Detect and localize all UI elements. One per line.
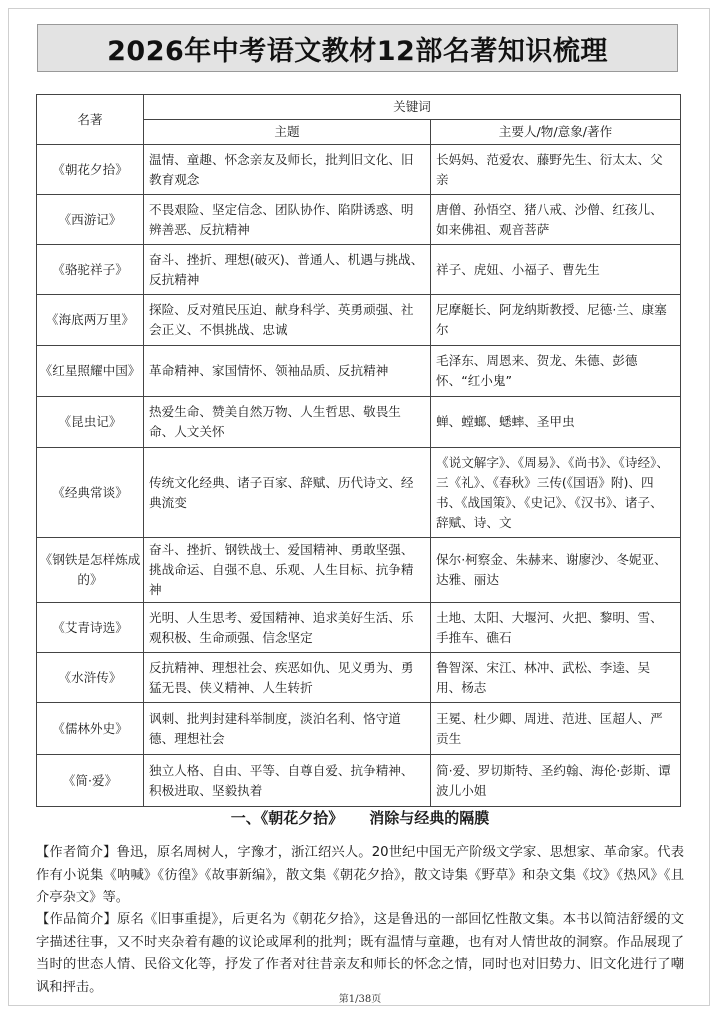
work-theme: 革命精神、家国情怀、领袖品质、反抗精神 — [144, 346, 431, 397]
author-intro-paragraph — [36, 842, 684, 910]
work-people: 尼摩艇长、阿龙纳斯教授、尼德·兰、康塞尔 — [431, 295, 681, 346]
work-name: 《昆虫记》 — [37, 397, 144, 448]
work-people: 长妈妈、范爱农、藤野先生、衍太太、父亲 — [431, 145, 681, 195]
work-people: 王冕、杜少卿、周进、范进、匡超人、严贡生 — [431, 703, 681, 755]
work-people: 唐僧、孙悟空、猪八戒、沙僧、红孩儿、如来佛祖、观音菩萨 — [431, 195, 681, 245]
work-name: 《朝花夕拾》 — [37, 145, 144, 195]
works-table — [36, 94, 681, 807]
work-theme: 讽刺、批判封建科举制度，淡泊名利、恪守道德、理想社会 — [144, 703, 431, 755]
work-people: 保尔·柯察金、朱赫来、谢廖沙、冬妮亚、达雅、丽达 — [431, 538, 681, 603]
work-intro-paragraph — [36, 909, 684, 999]
work-name: 《骆驼祥子》 — [37, 245, 144, 295]
work-people: 蝉、螳螂、蟋蟀、圣甲虫 — [431, 397, 681, 448]
work-theme: 奋斗、挫折、理想(破灭)、普通人、机遇与挑战、反抗精神 — [144, 245, 431, 295]
work-theme: 奋斗、挫折、钢铁战士、爱国精神、勇敢坚强、挑战命运、自强不息、乐观、人生目标、抗争精神 — [144, 538, 431, 603]
work-theme: 温情、童趣、怀念亲友及师长，批判旧文化、旧教育观念 — [144, 145, 431, 195]
work-name: 《经典常谈》 — [37, 448, 144, 538]
work-people: 鲁智深、宋江、林冲、武松、李逵、吴用、杨志 — [431, 653, 681, 703]
work-people: 简·爱、罗切斯特、圣约翰、海伦·彭斯、谭波儿小姐 — [431, 755, 681, 807]
header-people: 主要人/物/意象/著作 — [431, 120, 681, 145]
header-theme: 主题 — [144, 120, 431, 145]
work-theme: 传统文化经典、诸子百家、辞赋、历代诗文、经典流变 — [144, 448, 431, 538]
header-name: 名著 — [37, 95, 144, 145]
page-title: 2026年中考语文教材12部名著知识梳理 — [107, 35, 608, 67]
section-title: 一、《朝花夕拾》 — [230, 809, 344, 827]
header-keywords: 关键词 — [144, 95, 681, 120]
work-theme: 探险、反对殖民压迫、献身科学、英勇顽强、社会正义、不惧挑战、忠诚 — [144, 295, 431, 346]
work-name: 《水浒传》 — [37, 653, 144, 703]
section-subtitle: 消除与经典的隔膜 — [369, 809, 490, 827]
work-theme: 热爱生命、赞美自然万物、人生哲思、敬畏生命、人文关怀 — [144, 397, 431, 448]
work-people: 《说文解字》、《周易》、《尚书》、《诗经》、三《礼》、《春秋》三传(《国语》附)、四书、《战国策》、《史记》、《汉书》、诸子、辞赋、诗、文 — [431, 448, 681, 538]
author-intro-tag: 【作者简介】 — [36, 845, 117, 860]
work-name: 《红星照耀中国》 — [37, 346, 144, 397]
work-intro-tag: 【作品简介】 — [36, 912, 117, 927]
section-heading — [0, 807, 720, 828]
work-people: 毛泽东、周恩来、贺龙、朱德、彭德怀、“红小鬼” — [431, 346, 681, 397]
work-name: 《艾青诗选》 — [37, 603, 144, 653]
work-name: 《儒林外史》 — [37, 703, 144, 755]
page-number: 第1/38页 — [338, 994, 382, 1005]
title-banner — [37, 24, 678, 72]
work-name: 《海底两万里》 — [37, 295, 144, 346]
work-name: 《西游记》 — [37, 195, 144, 245]
work-intro-text: 原名《旧事重提》，后更名为《朝花夕拾》，这是鲁迅的一部回忆性散文集。本书以简洁舒缓的文字描述往事，又不时夹杂着有趣的议论或犀利的批判；既有温情与童趣，也有对人情世故的洞察。作品展现了当时的世态人情、民俗文化等，抒发了作者对往昔亲友和师长的怀念之情，同时也对旧势力、旧文化进行了嘲讽和抨击。 — [36, 912, 684, 995]
work-theme: 反抗精神、理想社会、疾恶如仇、见义勇为、勇猛无畏、侠义精神、人生转折 — [144, 653, 431, 703]
work-name: 《简·爱》 — [37, 755, 144, 807]
work-theme: 光明、人生思考、爱国精神、追求美好生活、乐观积极、生命顽强、信念坚定 — [144, 603, 431, 653]
work-name: 《钢铁是怎样炼成的》 — [37, 538, 144, 603]
work-theme: 不畏艰险、坚定信念、团队协作、陷阱诱惑、明辨善恶、反抗精神 — [144, 195, 431, 245]
author-intro-text: 鲁迅，原名周树人，字豫才，浙江绍兴人。20世纪中国无产阶级文学家、思想家、革命家。代表作有小说集《呐喊》《彷徨》《故事新编》，散文集《朝花夕拾》，散文诗集《野草》和杂文集《坟》《热风》《且介亭杂文》等。 — [36, 845, 685, 905]
work-people: 土地、太阳、大堰河、火把、黎明、雪、手推车、礁石 — [431, 603, 681, 653]
work-people: 祥子、虎妞、小福子、曹先生 — [431, 245, 681, 295]
work-theme: 独立人格、自由、平等、自尊自爱、抗争精神、积极进取、坚毅执着 — [144, 755, 431, 807]
